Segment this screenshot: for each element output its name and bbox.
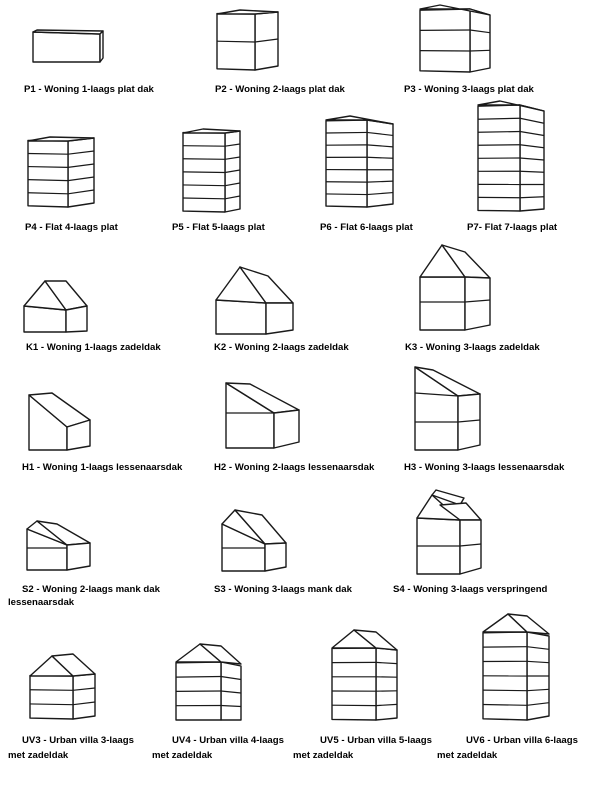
building-label-h2: H2 - Woning 2-laags lessenaarsdak [214,462,374,474]
building-label-s4: S4 - Woning 3-laags verspringend [393,584,547,596]
building-label-uv5-line2: met zadeldak [293,750,353,762]
building-s2-drawing [27,521,90,570]
building-k3-drawing [420,245,490,330]
building-label-p7: P7- Flat 7-laags plat [467,222,557,234]
building-label-p5: P5 - Flat 5-laags plat [172,222,265,234]
building-p3-drawing [420,5,490,72]
building-uv4-drawing [176,644,241,720]
building-label-k1: K1 - Woning 1-laags zadeldak [26,342,161,354]
building-label-h3: H3 - Woning 3-laags lessenaarsdak [404,462,564,474]
building-label-p1: P1 - Woning 1-laags plat dak [24,84,154,96]
building-h2-drawing [226,383,299,448]
building-label-uv6-line2: met zadeldak [437,750,497,762]
building-uv6-drawing [483,614,549,720]
building-label-p4: P4 - Flat 4-laags plat [25,222,118,234]
building-p2-drawing [217,10,278,70]
building-label-p3: P3 - Woning 3-laags plat dak [404,84,534,96]
building-label-uv3-line2: met zadeldak [8,750,68,762]
building-s3-drawing [222,510,286,571]
building-label-uv5: UV5 - Urban villa 5-laags [320,735,432,747]
building-label-s3: S3 - Woning 3-laags mank dak [214,584,352,596]
building-label-s2-line2: lessenaarsdak [8,597,74,609]
building-p5-drawing [183,129,240,212]
building-p6-drawing [326,116,393,207]
building-p7-drawing [478,101,544,211]
building-h3-drawing [415,367,480,450]
building-k2-drawing [216,267,293,334]
building-label-k3: K3 - Woning 3-laags zadeldak [405,342,540,354]
building-label-uv4: UV4 - Urban villa 4-laags [172,735,284,747]
building-label-uv6: UV6 - Urban villa 6-laags [466,735,578,747]
building-s4-drawing [417,490,481,574]
building-p1-drawing [33,30,103,62]
building-label-p2: P2 - Woning 2-laags plat dak [215,84,345,96]
building-label-uv4-line2: met zadeldak [152,750,212,762]
building-uv5-drawing [332,630,397,720]
building-uv3-drawing [30,654,95,719]
building-p4-drawing [28,137,94,207]
building-label-h1: H1 - Woning 1-laags lessenaarsdak [22,462,182,474]
building-h1-drawing [29,393,90,450]
building-k1-drawing [24,281,87,332]
building-label-s2: S2 - Woning 2-laags mank dak [22,584,160,596]
building-label-uv3: UV3 - Urban villa 3-laags [22,735,134,747]
building-label-p6: P6 - Flat 6-laags plat [320,222,413,234]
building-label-k2: K2 - Woning 2-laags zadeldak [214,342,349,354]
